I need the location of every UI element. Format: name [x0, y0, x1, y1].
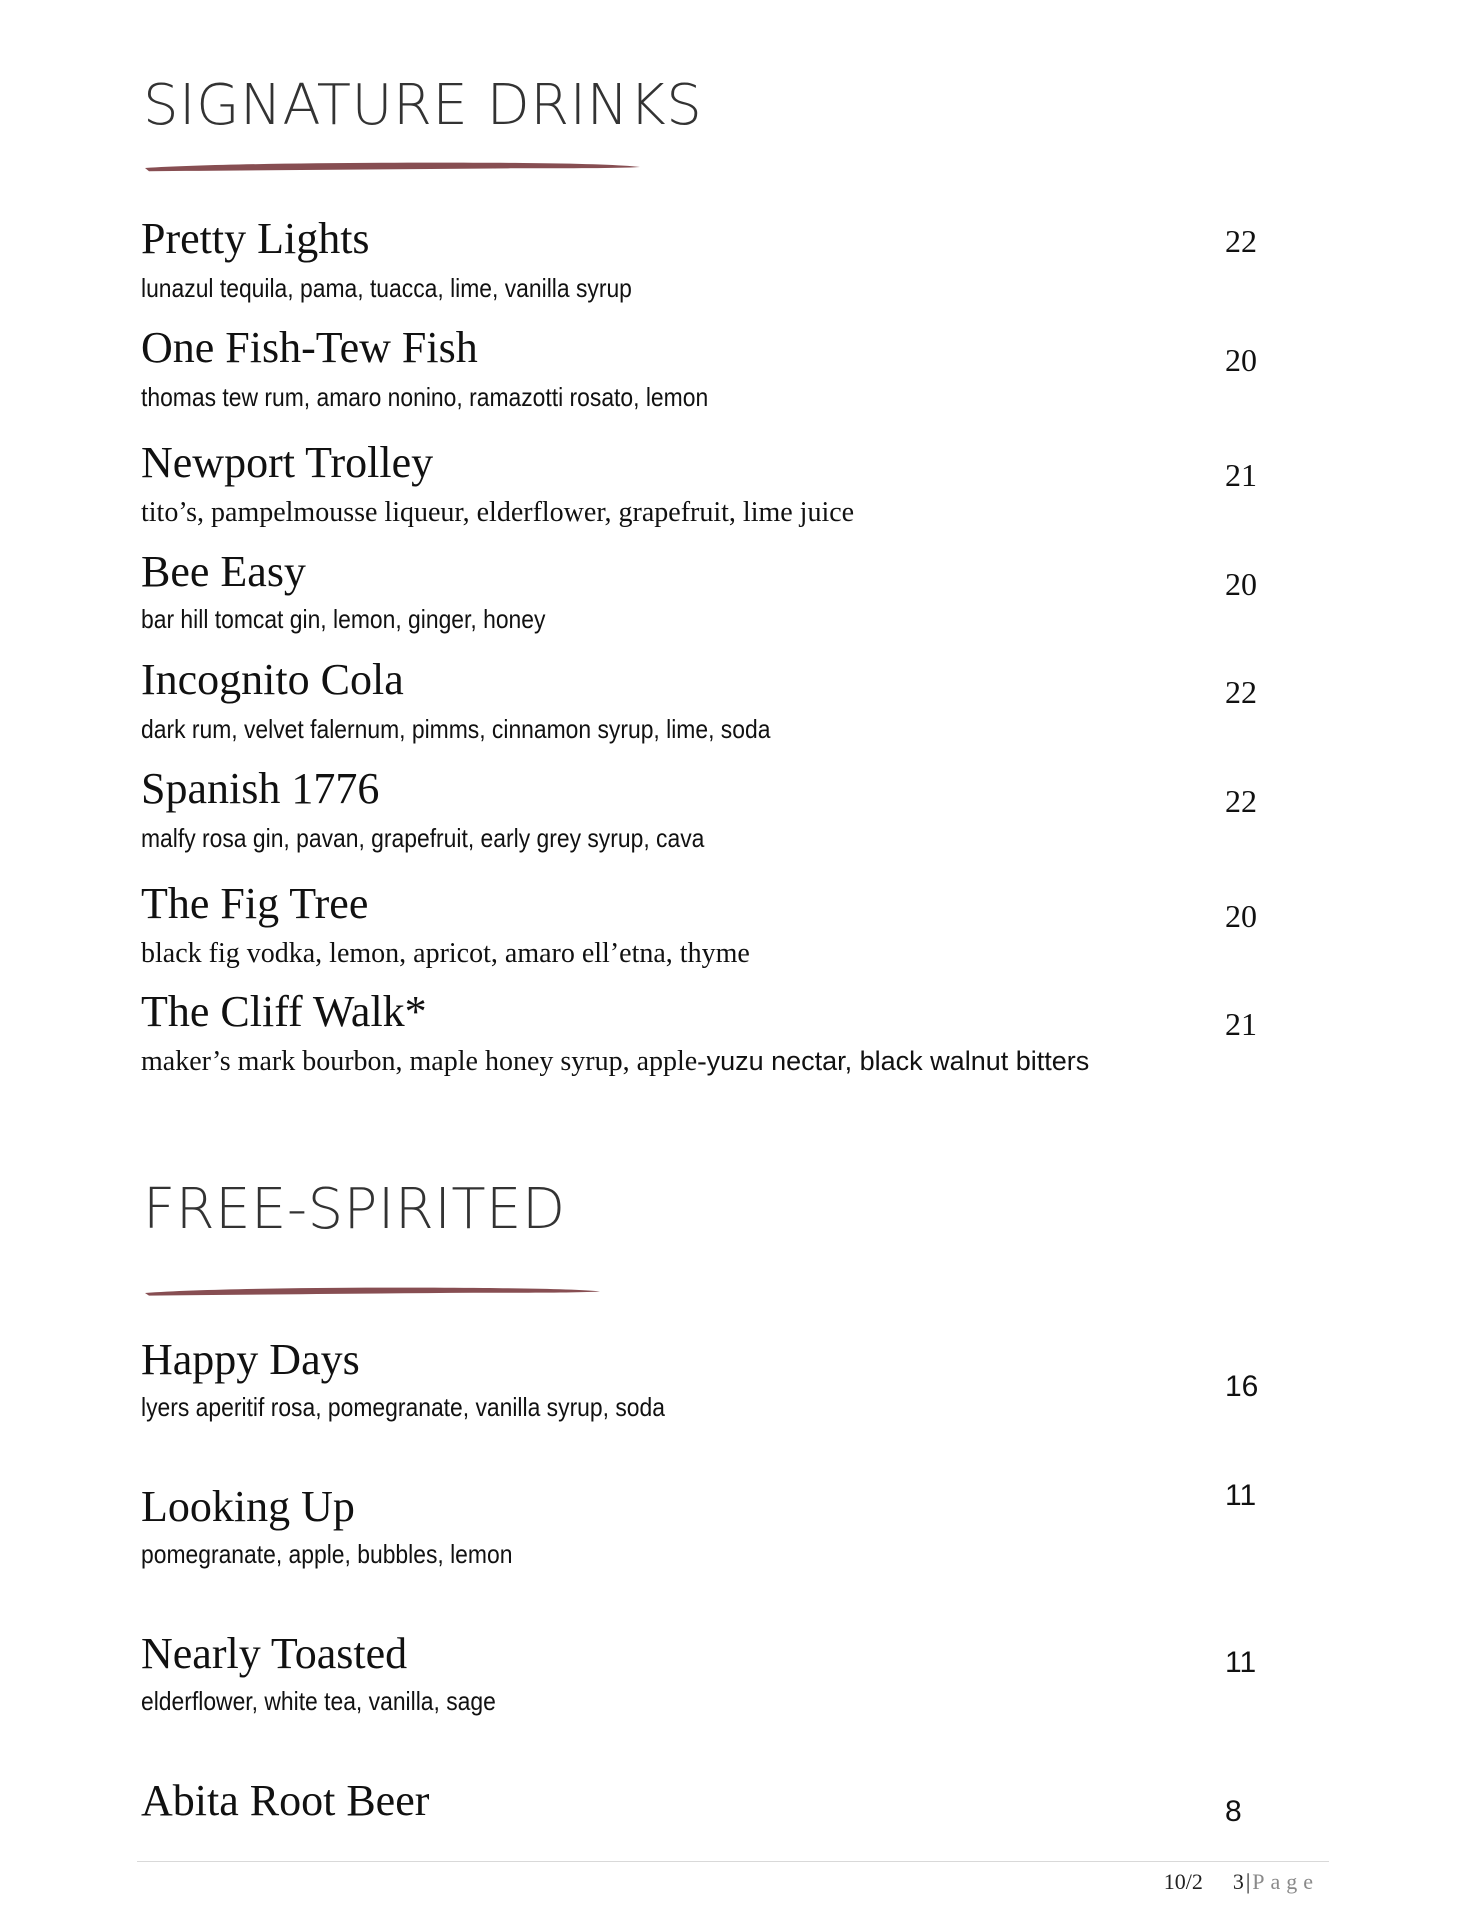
drink-description: black fig vodka, lemon, apricot, amaro ell’etna, thyme [141, 938, 750, 969]
drink-description-part: yuzu nectar, black walnut bitters [706, 1046, 1090, 1076]
drink-name: Looking Up [141, 1482, 355, 1531]
drink-name: Newport Trolley [141, 438, 434, 487]
drink-price: 11 [1225, 1479, 1257, 1512]
footer-separator: | [1245, 1869, 1251, 1894]
drink-name: Pretty Lights [141, 214, 370, 263]
drink-description: thomas tew rum, amaro nonino, ramazotti rosato, lemon [141, 382, 709, 412]
page-number: 3 [1232, 1869, 1244, 1894]
drink-price: 21 [1225, 457, 1257, 493]
drink-name: Incognito Cola [141, 655, 404, 704]
signature-divider-stroke [143, 160, 643, 176]
footer-date: 10/2 [1163, 1869, 1203, 1894]
drink-name: One Fish-Tew Fish [141, 323, 478, 372]
drink-name: The Fig Tree [141, 879, 369, 928]
footer-divider [137, 1861, 1329, 1862]
drink-price: 22 [1225, 674, 1257, 710]
drink-description: dark rum, velvet falernum, pimms, cinnamon syrup, lime, soda [141, 714, 771, 744]
page-label: Page [1252, 1869, 1319, 1894]
drink-description: lunazul tequila, pama, tuacca, lime, vanilla syrup [141, 273, 632, 303]
page-footer [1164, 1869, 1319, 1895]
drink-description-part: maker’s mark bourbon, maple honey syrup, apple- [141, 1046, 707, 1077]
drink-name: Abita Root Beer [141, 1776, 430, 1825]
free-spirited-divider-stroke [143, 1284, 603, 1300]
drink-price: 22 [1225, 783, 1257, 819]
drink-description: pomegranate, apple, bubbles, lemon [141, 1539, 513, 1569]
drink-name: Happy Days [141, 1335, 360, 1384]
drink-name: Spanish 1776 [141, 764, 380, 813]
drink-description [141, 1046, 1089, 1078]
drink-price: 16 [1225, 1370, 1259, 1403]
drink-description: elderflower, white tea, vanilla, sage [141, 1686, 496, 1716]
drink-price: 21 [1225, 1006, 1257, 1042]
signature-drinks-heading: SIGNATURE DRINKS [143, 73, 703, 138]
drink-name: Bee Easy [141, 547, 306, 596]
drink-price: 22 [1225, 223, 1257, 259]
drink-price: 20 [1225, 342, 1257, 378]
drink-name: Nearly Toasted [141, 1629, 408, 1678]
drink-description: lyers aperitif rosa, pomegranate, vanilla syrup, soda [141, 1392, 665, 1422]
drink-price: 11 [1225, 1646, 1257, 1679]
drink-name: The Cliff Walk* [141, 987, 427, 1036]
drink-description: bar hill tomcat gin, lemon, ginger, honey [141, 604, 546, 634]
drink-description: malfy rosa gin, pavan, grapefruit, early grey syrup, cava [141, 823, 705, 853]
drink-price: 20 [1225, 898, 1257, 934]
drink-price: 8 [1225, 1795, 1242, 1828]
free-spirited-heading: FREE-SPIRITED [143, 1177, 566, 1242]
drink-description: tito’s, pampelmousse liqueur, elderflower, grapefruit, lime juice [141, 497, 855, 528]
drink-price: 20 [1225, 566, 1257, 602]
